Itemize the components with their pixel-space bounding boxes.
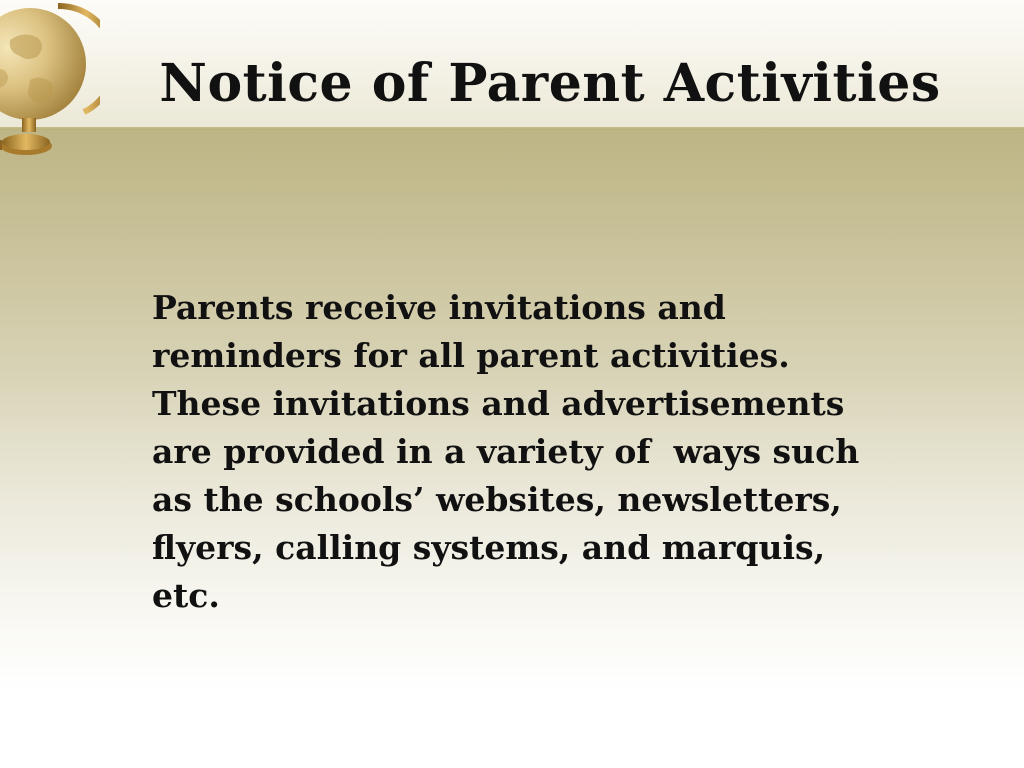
body-line: These invitations and advertisements (152, 384, 845, 423)
body-line: as the schools’ websites, newsletters, (152, 480, 842, 519)
slide-title: Notice of Parent Activities (159, 53, 941, 114)
slide-body-paragraph (152, 284, 972, 620)
body-line: flyers, calling systems, and marquis, (152, 528, 826, 567)
body-line: Parents receive invitations and (152, 288, 726, 327)
body-line: reminders for all parent activities. (152, 336, 790, 375)
body-line: are provided in a variety of ways such (152, 432, 860, 471)
body-line: etc. (152, 576, 220, 615)
globe-icon (0, 0, 100, 170)
